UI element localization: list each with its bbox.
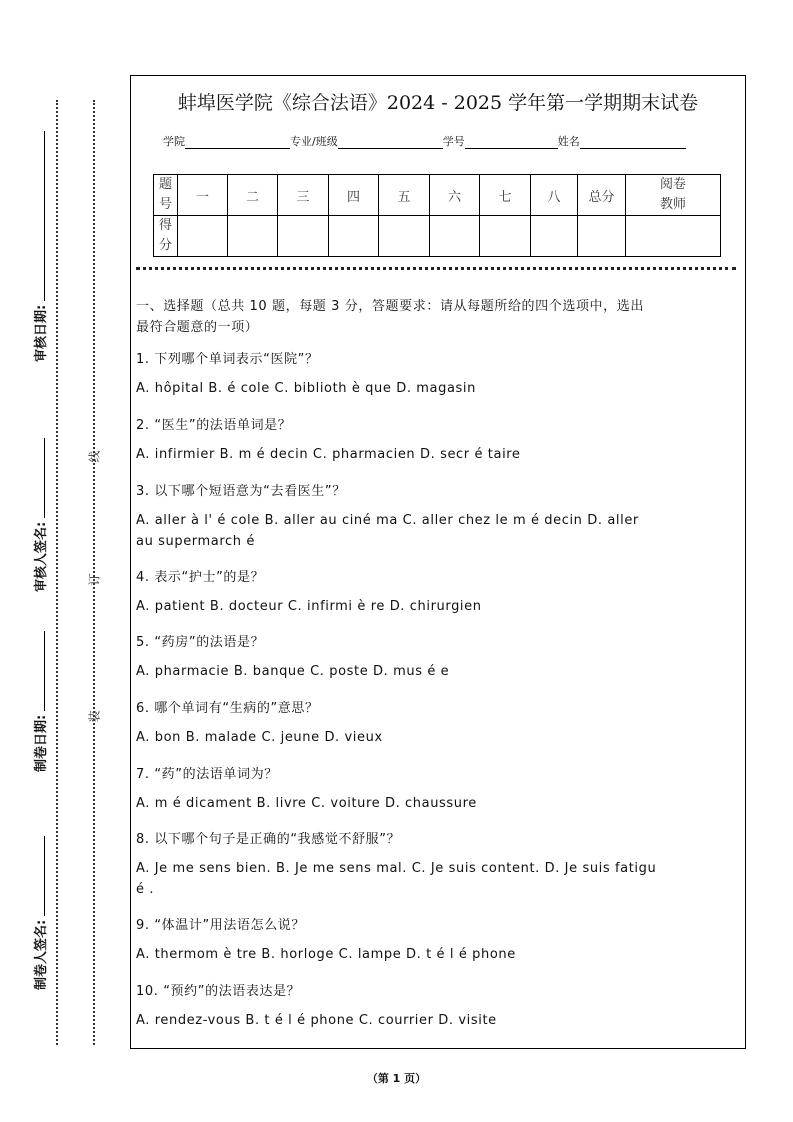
dotted-separator (136, 267, 736, 270)
exam-content-frame (130, 75, 746, 1049)
score-cell[interactable] (480, 216, 531, 257)
question-3: 3. 以下哪个短语意为“去看医生”？ (136, 484, 346, 499)
question-3-options: A. aller à l' é cole B. aller au ciné ma C. aller chez le m é decin D. aller (136, 513, 639, 528)
question-8: 8. 以下哪个句子是正确的“我感觉不舒服”？ (136, 832, 401, 847)
preparer-signature-line (34, 836, 45, 916)
section-intro: 最符合题意的一项） (136, 320, 259, 335)
question-1-options: A. hôpital B. é cole C. biblioth è que D. magasin (136, 381, 476, 396)
question-7-options: A. m é dicament B. livre C. voiture D. chaussure (136, 796, 477, 811)
major-class-field[interactable] (338, 136, 443, 149)
score-cell[interactable] (578, 216, 626, 257)
review-date-line (34, 131, 45, 301)
score-cell[interactable] (178, 216, 228, 257)
preparer-date-line (34, 631, 45, 711)
binding-mark-xian: 线 (87, 450, 102, 463)
question-5: 5. “药房”的法语是？ (136, 635, 265, 650)
score-table-score-row: 得分 (154, 216, 721, 257)
score-cell[interactable] (278, 216, 329, 257)
binding-mark-zhuang: 装 (87, 710, 102, 723)
score-cell[interactable] (379, 216, 430, 257)
review-date: 审核日期: (30, 131, 49, 362)
name-field[interactable] (580, 136, 686, 149)
student-id-field[interactable] (465, 136, 558, 149)
exam-title: 蚌埠医学院《综合法语》2024 - 2025 学年第一学期期末试卷 (177, 92, 699, 114)
question-3-options: au supermarch é (136, 534, 255, 549)
reviewer-signature-line (34, 438, 45, 518)
student-info-fields: 学院 专业/班级 学号 姓名 (163, 133, 686, 149)
question-4: 4. 表示“护士”的是？ (136, 570, 265, 585)
score-cell[interactable] (430, 216, 480, 257)
question-6-options: A. bon B. malade C. jeune D. vieux (136, 730, 383, 745)
score-cell[interactable] (228, 216, 278, 257)
score-table (153, 174, 721, 257)
question-10-options: A. rendez-vous B. t é l é phone C. courrier D. visite (136, 1013, 497, 1028)
binding-dotted-line-outer (56, 100, 58, 1045)
question-9-options: A. thermom è tre B. horloge C. lampe D. t é l é phone (136, 947, 516, 962)
question-10: 10. “预约”的法语表达是？ (136, 984, 301, 999)
section-intro: 一、选择题（总共 10 题，每题 3 分，答题要求：请从每题所给的四个选项中，选出 (136, 299, 644, 314)
question-2: 2. “医生”的法语单词是？ (136, 418, 292, 433)
question-2-options: A. infirmier B. m é decin C. pharmacien D. secr é taire (136, 447, 521, 462)
page-number: （第 1 页） (366, 1072, 427, 1085)
college-field[interactable] (185, 136, 290, 149)
question-1: 1. 下列哪个单词表示“医院”？ (136, 352, 319, 367)
question-8-options: A. Je me sens bien. B. Je me sens mal. C. Je suis content. D. Je suis fatigu (136, 861, 657, 876)
preparer-date: 制卷日期: (30, 631, 49, 772)
score-cell[interactable] (531, 216, 578, 257)
question-5-options: A. pharmacie B. banque C. poste D. mus é e (136, 664, 450, 679)
question-7: 7. “药”的法语单词为？ (136, 767, 278, 782)
question-4-options: A. patient B. docteur C. infirmi è re D. chirurgien (136, 599, 482, 614)
preparer-signature: 制卷人签名: (30, 836, 49, 990)
score-table-header-row: 题号 一 二 三 四 五 六 七 八 总分 阅卷教师 (154, 175, 721, 216)
score-cell[interactable] (329, 216, 379, 257)
question-8-options: é . (136, 882, 155, 897)
reviewer-signature: 审核人签名: (30, 438, 49, 592)
question-9: 9. “体温计”用法语怎么说？ (136, 918, 306, 933)
score-cell[interactable] (626, 216, 721, 257)
question-6: 6. 哪个单词有“生病的”意思？ (136, 701, 319, 716)
binding-mark-ding: 订 (87, 573, 102, 586)
